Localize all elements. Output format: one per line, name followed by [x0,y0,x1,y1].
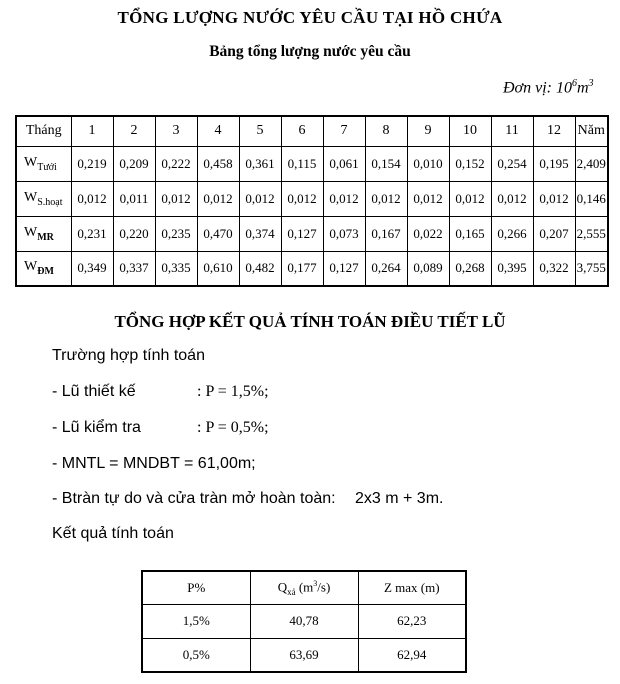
header-cell: 1 [71,116,113,146]
value-cell: 0,146 [575,181,608,216]
header-month-label: Tháng [16,116,71,146]
value-cell: 0,012 [155,181,197,216]
value-cell: 0,207 [533,216,575,251]
value-cell: 0,012 [533,181,575,216]
value-cell: 0,012 [491,181,533,216]
table-subtitle: Bảng tổng lượng nước yêu cầu [209,43,411,60]
header-q: $Q_{xả}$ $(m^3/s)$ [250,571,358,604]
value-cell: 0,335 [155,251,197,286]
header-cell: 2 [113,116,155,146]
cell-q: 63,69 [250,638,358,672]
value-cell: 0,012 [197,181,239,216]
value-cell: 0,374 [239,216,281,251]
value-cell: 0,165 [449,216,491,251]
header-cell: 8 [365,116,407,146]
value-cell: 0,177 [281,251,323,286]
table-row [16,216,608,251]
value-cell: 0,022 [407,216,449,251]
value-cell: 0,127 [323,251,365,286]
value-cell: 0,061 [323,146,365,181]
header-cell: 11 [491,116,533,146]
table-row [16,146,608,181]
flood-result-table [141,570,467,673]
cell-z: 62,23 [358,604,466,638]
value-cell: 0,470 [197,216,239,251]
header-p: P% [142,571,250,604]
header-zmax: Z max (m) [358,571,466,604]
header-cell: 4 [197,116,239,146]
header-cell: 6 [281,116,323,146]
value-cell: 0,220 [113,216,155,251]
value-cell: 0,012 [449,181,491,216]
value-cell: 2,555 [575,216,608,251]
mntl-line: - MNTL = MNDBT = 61,00m; [52,455,256,472]
row-label: $W_{MR}$ [16,216,71,251]
value-cell: 0,115 [281,146,323,181]
value-cell: 0,152 [449,146,491,181]
case-label: Trường hợp tính toán [52,347,205,364]
value-cell: 0,011 [113,181,155,216]
cell-p: 1,5% [142,604,250,638]
row-label: $W_{Tưới}$ [16,146,71,181]
design-flood-line: - Lũ thiết kế : P = 1,5%; [52,383,269,400]
value-cell: 0,012 [281,181,323,216]
value-cell: 0,235 [155,216,197,251]
cell-p: 0,5% [142,638,250,672]
value-cell: 0,337 [113,251,155,286]
value-cell: 0,231 [71,216,113,251]
value-cell: 0,219 [71,146,113,181]
value-cell: 0,154 [365,146,407,181]
result-label: Kết quả tính toán [52,525,174,542]
value-cell: 0,010 [407,146,449,181]
value-cell: 0,610 [197,251,239,286]
value-cell: 0,349 [71,251,113,286]
value-cell: 0,127 [281,216,323,251]
value-cell: 0,266 [491,216,533,251]
value-cell: 2,409 [575,146,608,181]
value-cell: 0,089 [407,251,449,286]
page-title: TỔNG LƯỢNG NƯỚC YÊU CẦU TẠI HỒ CHỨA [117,8,503,27]
value-cell: 0,268 [449,251,491,286]
header-cell: 5 [239,116,281,146]
value-cell: 0,195 [533,146,575,181]
water-demand-table [15,115,609,287]
check-flood-line: - Lũ kiểm tra : P = 0,5%; [52,419,269,436]
value-cell: 0,209 [113,146,155,181]
value-cell: 0,322 [533,251,575,286]
header-cell: 12 [533,116,575,146]
header-cell: 9 [407,116,449,146]
value-cell: 0,458 [197,146,239,181]
value-cell: 0,222 [155,146,197,181]
value-cell: 0,167 [365,216,407,251]
row-label: $W_{S.hoạt}$ [16,181,71,216]
value-cell: 0,012 [323,181,365,216]
cell-z: 62,94 [358,638,466,672]
table-row [16,251,608,286]
value-cell: 0,012 [71,181,113,216]
value-cell: 0,012 [365,181,407,216]
value-cell: 0,264 [365,251,407,286]
value-cell: 0,361 [239,146,281,181]
unit-label: Đơn vị: $10^6m^3$ [503,78,594,97]
row-label: $W_{ĐM}$ [16,251,71,286]
value-cell: 0,012 [407,181,449,216]
header-cell: 7 [323,116,365,146]
header-cell: 10 [449,116,491,146]
section-title: TỔNG HỢP KẾT QUẢ TÍNH TOÁN ĐIỀU TIẾT LŨ [114,312,506,331]
table-row [16,181,608,216]
table-header-row [16,116,608,146]
value-cell: 0,395 [491,251,533,286]
value-cell: 3,755 [575,251,608,286]
value-cell: 0,482 [239,251,281,286]
value-cell: 0,254 [491,146,533,181]
spillway-line: - Btràn tự do và cửa tràn mở hoàn toàn: 2x3 m + 3m. [52,490,444,507]
header-cell: Năm [575,116,608,146]
header-cell: 3 [155,116,197,146]
value-cell: 0,073 [323,216,365,251]
cell-q: 40,78 [250,604,358,638]
value-cell: 0,012 [239,181,281,216]
